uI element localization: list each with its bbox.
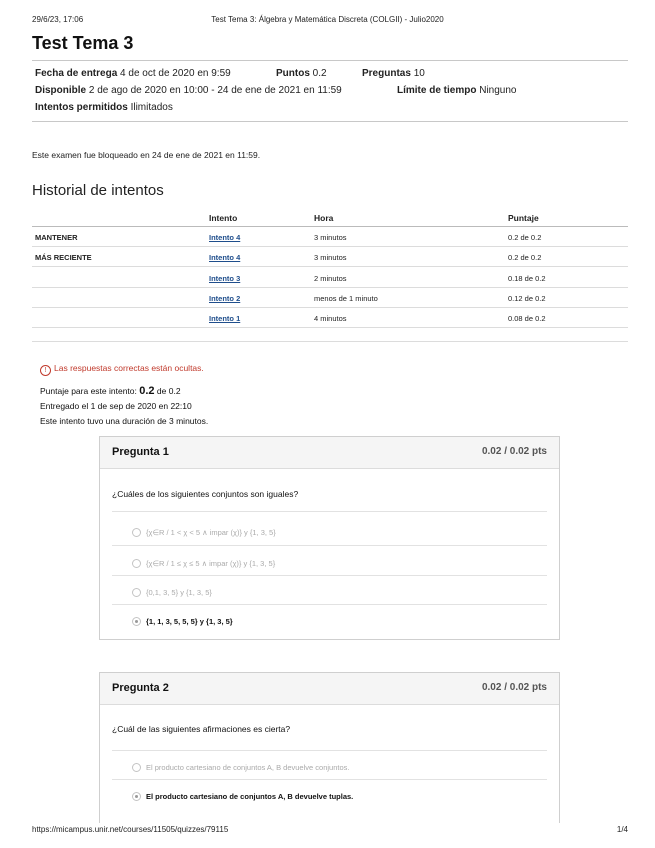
- answer-text: {χ∈R / 1 ≤ χ ≤ 5 ∧ impar (χ)} y {1, 3, 5}: [146, 559, 276, 568]
- attempt-link[interactable]: Intento 4: [209, 253, 241, 262]
- answer-option[interactable]: [132, 528, 276, 537]
- attempt-score: 0.08 de 0.2: [508, 314, 546, 323]
- table-bottom-line: [32, 341, 628, 342]
- answer-text: {0,1, 3, 5} y {1, 3, 5}: [146, 588, 212, 597]
- divider: [32, 121, 628, 122]
- answer-option[interactable]: [132, 559, 275, 568]
- row-divider: [32, 246, 628, 247]
- available-label: Disponible: [35, 85, 87, 96]
- radio-button[interactable]: [132, 559, 141, 568]
- answer-option-selected[interactable]: [132, 617, 233, 626]
- submitted-line: Entregado el 1 de sep de 2020 en 22:10: [40, 401, 192, 411]
- questions-value: 10: [413, 68, 425, 79]
- attempt-time: menos de 1 minuto: [314, 294, 378, 303]
- time-limit-value: Ninguno: [479, 85, 517, 96]
- answer-option[interactable]: [132, 588, 212, 597]
- attempt-score: 0.2 de 0.2: [508, 233, 542, 242]
- question-points: 0.02 / 0.02 pts: [481, 446, 547, 457]
- radio-button-selected[interactable]: [132, 792, 141, 801]
- answer-text: El producto cartesiano de conjuntos A, B devuelve conjuntos.: [146, 763, 350, 772]
- answer-option-selected[interactable]: [132, 792, 353, 801]
- row-tag: MÁS RECIENTE: [35, 253, 92, 262]
- answer-divider: [112, 511, 547, 512]
- print-datetime: 29/6/23, 17:06: [32, 15, 84, 24]
- row-divider: [32, 307, 628, 308]
- history-heading: Historial de intentos: [32, 182, 164, 199]
- answer-divider: [112, 779, 547, 780]
- radio-button-selected[interactable]: [132, 617, 141, 626]
- points: [276, 68, 327, 79]
- attempt-time: 2 minutos: [314, 274, 347, 283]
- radio-button[interactable]: [132, 588, 141, 597]
- attempt-score: 0.18 de 0.2: [508, 274, 546, 283]
- time-limit: [397, 85, 517, 96]
- attempt-time: 4 minutos: [314, 314, 347, 323]
- questions-label: Preguntas: [362, 68, 411, 79]
- radio-button[interactable]: [132, 763, 141, 772]
- questions-count: [362, 68, 425, 79]
- question-text: ¿Cuál de las siguientes afirmaciones es cierta?: [112, 724, 291, 734]
- score-prefix: Puntaje para este intento:: [40, 386, 137, 396]
- table-header-line: [32, 226, 628, 227]
- attempts-value: Ilimitados: [130, 102, 173, 113]
- answer-divider: [112, 604, 547, 605]
- attempt-time: 3 minutos: [314, 253, 347, 262]
- question-title: Pregunta 2: [112, 682, 169, 694]
- points-label: Puntos: [276, 68, 310, 79]
- answer-option[interactable]: [132, 763, 349, 772]
- attempt-score-line: [40, 385, 181, 397]
- duration-line: Este intento tuvo una duración de 3 minutos.: [40, 416, 209, 426]
- attempts-allowed: [35, 102, 173, 113]
- attempt-score: 0.2 de 0.2: [508, 253, 542, 262]
- lock-notice: Este examen fue bloqueado en 24 de ene de 2021 en 11:59.: [32, 150, 261, 160]
- answer-text: {1, 1, 3, 5, 5, 5} y {1, 3, 5}: [146, 617, 233, 626]
- score-suffix: de 0.2: [156, 386, 181, 396]
- question-card: [99, 672, 560, 823]
- print-page-title: Test Tema 3: Álgebra y Matemática Discreta (COLGII) - Julio2020: [211, 15, 444, 24]
- attempts-label: Intentos permitidos: [35, 102, 128, 113]
- attempt-score: 0.12 de 0.2: [508, 294, 546, 303]
- radio-button[interactable]: [132, 528, 141, 537]
- answer-divider: [112, 750, 547, 751]
- attempt-link[interactable]: Intento 4: [209, 233, 241, 242]
- due-label: Fecha de entrega: [35, 68, 118, 79]
- print-url: https://micampus.unir.net/courses/11505/quizzes/79115: [32, 825, 229, 834]
- print-page-number: 1/4: [616, 825, 628, 834]
- warning-icon: !: [40, 365, 51, 376]
- attempt-link[interactable]: Intento 1: [209, 314, 241, 323]
- attempt-link[interactable]: Intento 3: [209, 274, 241, 283]
- attempt-time: 3 minutos: [314, 233, 347, 242]
- available-value: 2 de ago de 2020 en 10:00 - 24 de ene de 2021 en 11:59: [88, 85, 342, 96]
- question-text: ¿Cuáles de los siguientes conjuntos son iguales?: [112, 489, 299, 499]
- row-divider: [32, 327, 628, 328]
- divider: [32, 60, 628, 61]
- points-value: 0.2: [312, 68, 327, 79]
- question-title: Pregunta 1: [112, 446, 169, 458]
- time-limit-label: Límite de tiempo: [397, 85, 477, 96]
- col-score: Puntaje: [508, 213, 539, 223]
- score-value: 0.2: [139, 385, 155, 397]
- row-tag: MANTENER: [35, 233, 78, 242]
- question-points: 0.02 / 0.02 pts: [481, 682, 547, 693]
- quiz-title: Test Tema 3: [32, 33, 134, 53]
- attempt-link[interactable]: Intento 2: [209, 294, 241, 303]
- answer-text: El producto cartesiano de conjuntos A, B devuelve tuplas.: [146, 792, 354, 801]
- answer-divider: [112, 575, 547, 576]
- col-time: Hora: [314, 213, 334, 223]
- col-attempt: Intento: [209, 213, 238, 223]
- question-header: [100, 673, 559, 705]
- hidden-answers-text: Las respuestas correctas están ocultas.: [54, 363, 204, 373]
- due-date: [35, 68, 231, 79]
- answer-text: {χ∈R / 1 < χ < 5 ∧ impar (χ)} y {1, 3, 5}: [146, 528, 276, 537]
- due-value: 4 de oct de 2020 en 9:59: [120, 68, 231, 79]
- question-card: [99, 436, 560, 640]
- hidden-answers-alert: [40, 363, 204, 376]
- question-header: [100, 437, 559, 469]
- answer-divider: [112, 545, 547, 546]
- row-divider: [32, 266, 628, 267]
- availability: [35, 85, 342, 96]
- row-divider: [32, 287, 628, 288]
